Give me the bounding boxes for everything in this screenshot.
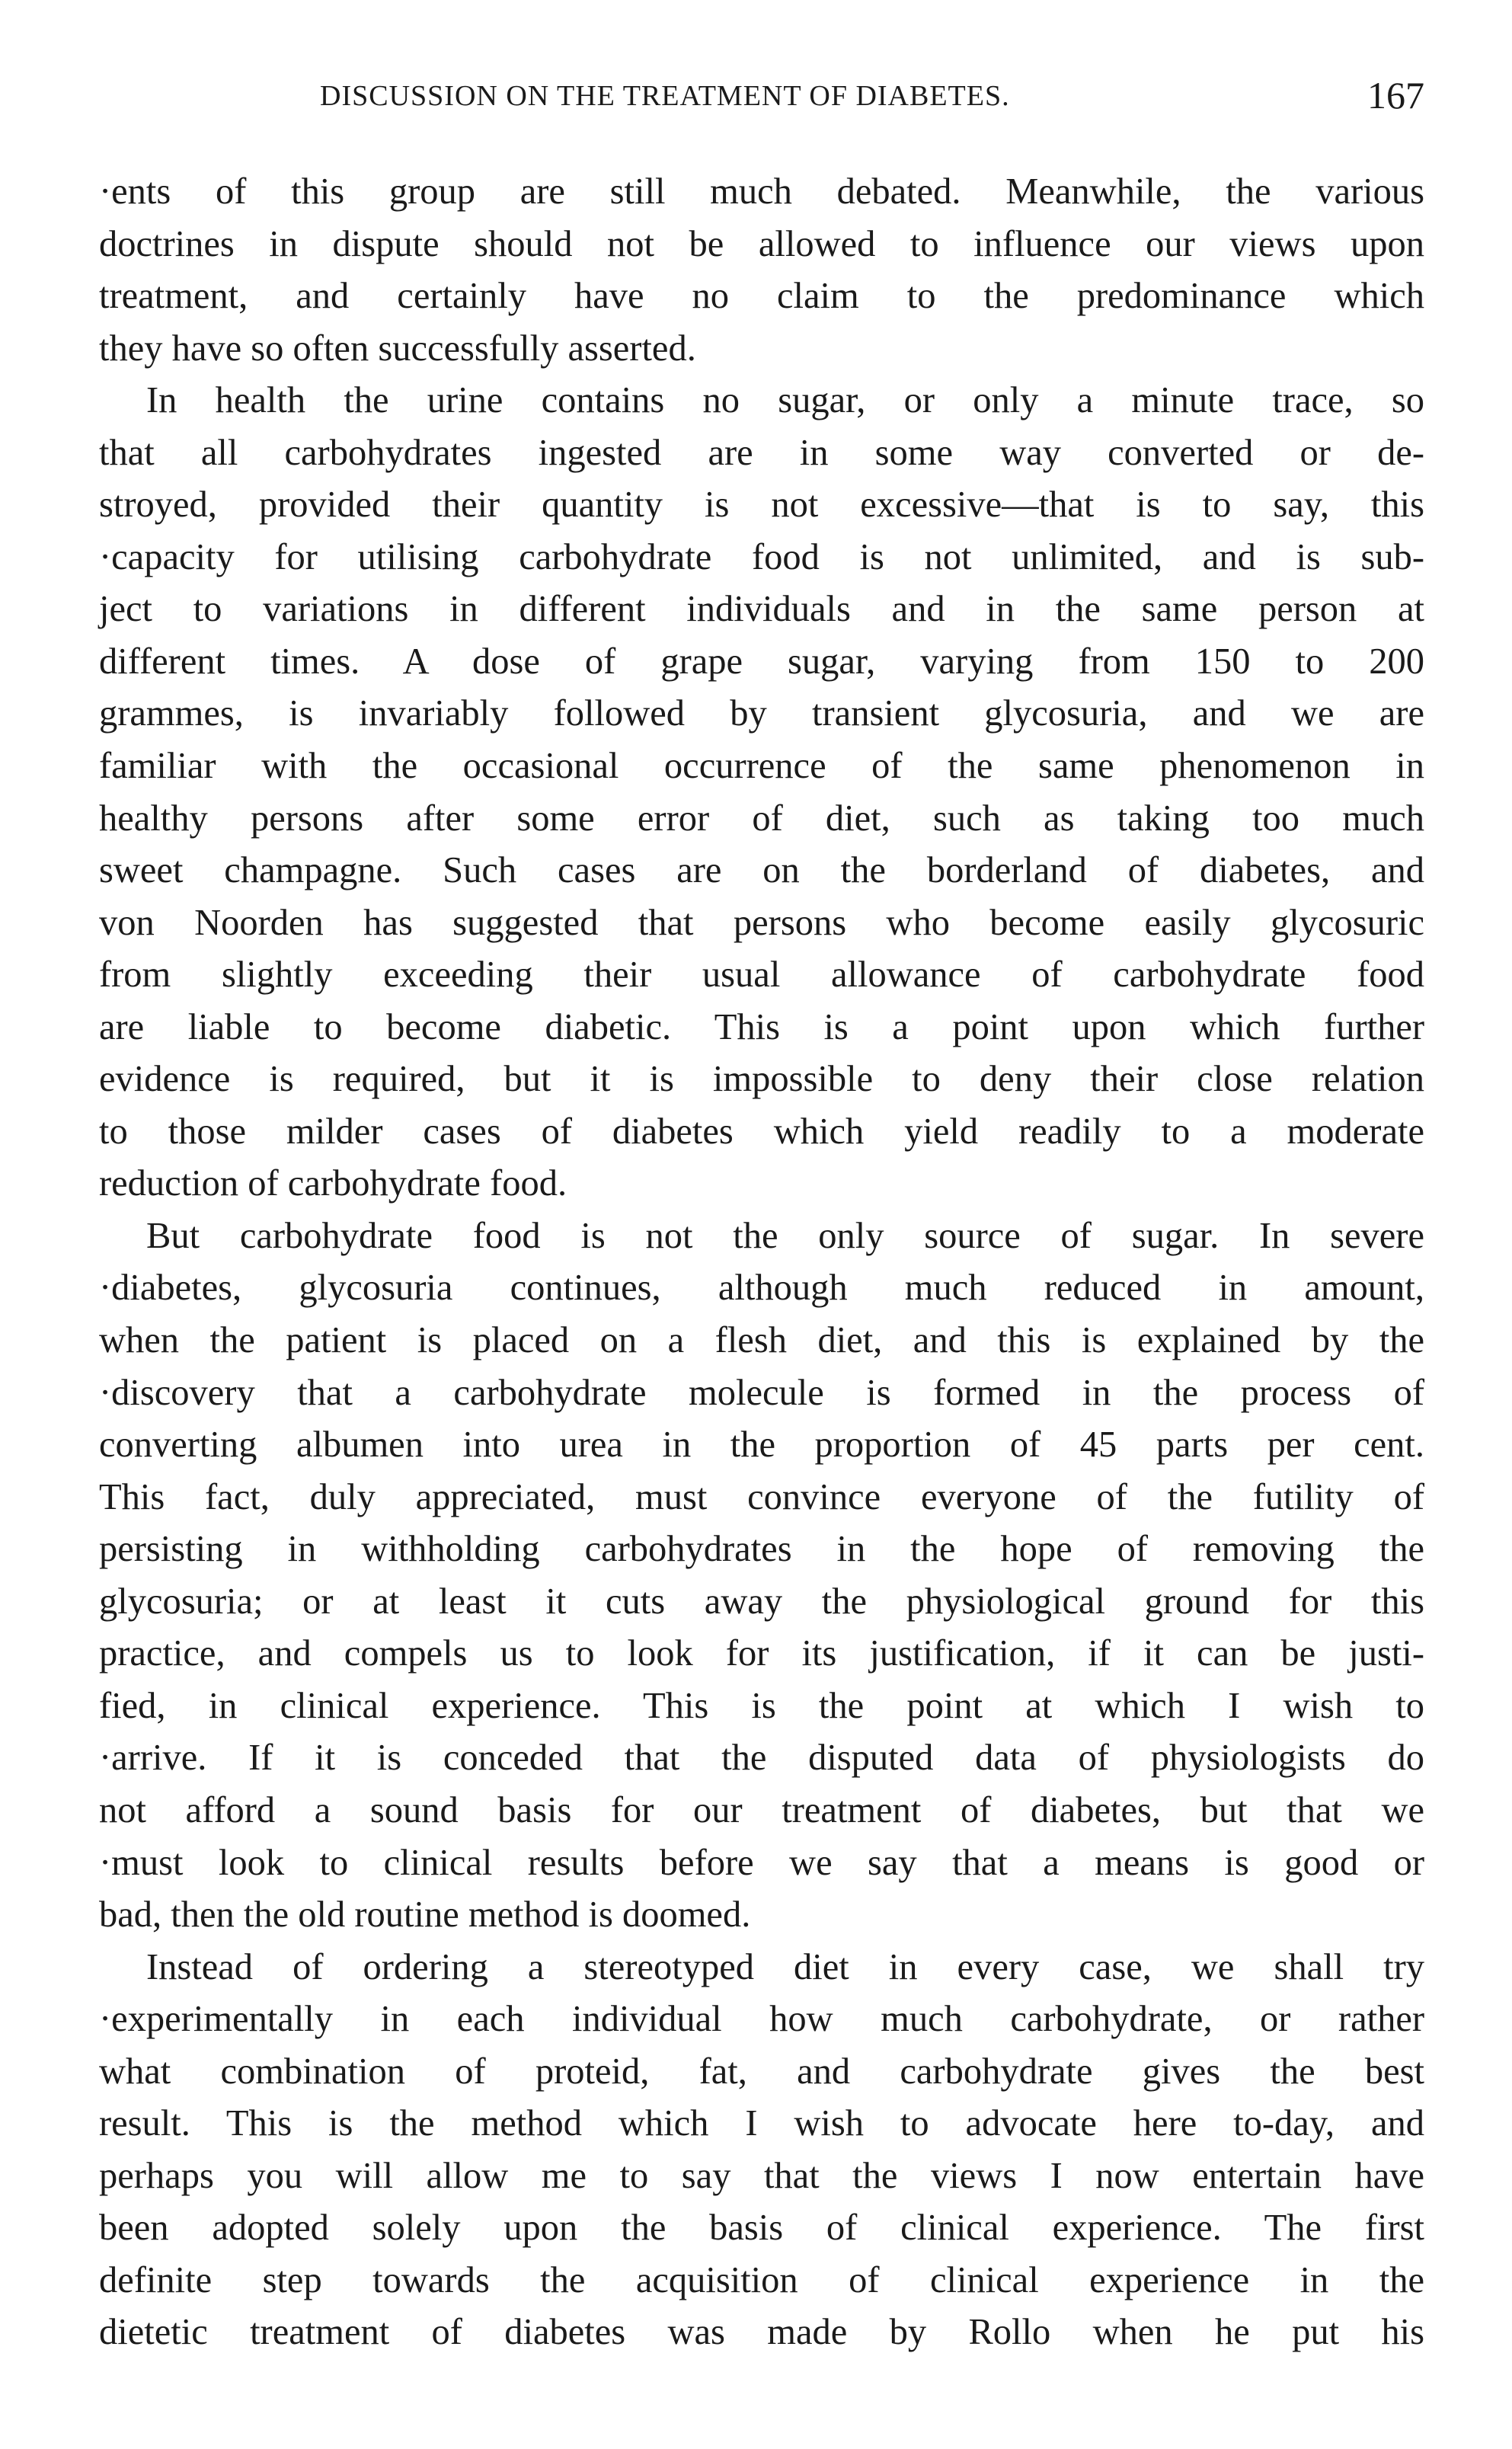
text-line: evidence is required, but it is impossible to deny their close relation: [99, 1059, 1424, 1100]
text-line: familiar with the occasional occurrence of the same phenomenon in: [99, 746, 1424, 787]
text-line: sweet champagne. Such cases are on the borderland of diabetes, and: [99, 850, 1424, 891]
text-line: ·must look to clinical results before we say that a means is good or: [99, 1842, 1424, 1883]
text-line: to those milder cases of diabetes which yield readily to a moderate: [99, 1111, 1424, 1152]
paragraph-2: [99, 375, 1424, 1210]
text-line: different times. A dose of grape sugar, varying from 150 to 200: [99, 641, 1424, 682]
text-line: treatment, and certainly have no claim to the predominance which: [99, 276, 1424, 317]
text-line: bad, then the old routine method is doomed.: [99, 1894, 751, 1936]
text-line: ·capacity for utilising carbohydrate food is not unlimited, and is sub-: [99, 536, 1424, 577]
text-line: Instead of ordering a stereotyped diet in every case, we shall try: [146, 1946, 1424, 1987]
text-line: persisting in withholding carbohydrates in the hope of removing the: [99, 1529, 1424, 1570]
text-line: been adopted solely upon the basis of clinical experience. The first: [99, 2208, 1424, 2249]
text-line: ·diabetes, glycosuria continues, although much reduced in amount,: [99, 1268, 1424, 1309]
running-title: DISCUSSION ON THE TREATMENT OF DIABETES.: [320, 80, 1010, 112]
text-line: ·discovery that a carbohydrate molecule is formed in the process of: [99, 1372, 1424, 1413]
text-line: dietetic treatment of diabetes was made by Rollo when he put his: [99, 2312, 1424, 2353]
text-line: perhaps you will allow me to say that the views I now entertain have: [99, 2155, 1424, 2196]
text-line: that all carbohydrates ingested are in some way converted or de-: [99, 432, 1424, 473]
paragraph-1: [99, 166, 1424, 375]
text-line: practice, and compels us to look for its justification, if it can be justi-: [99, 1633, 1424, 1674]
paragraph-4: [99, 1942, 1424, 2359]
text-line: stroyed, provided their quantity is not excessive—that is to say, this: [99, 484, 1424, 526]
text-line: von Noorden has suggested that persons who become easily glycosuric: [99, 902, 1424, 943]
text-line: not afford a sound basis for our treatment of diabetes, but that we: [99, 1789, 1424, 1830]
text-line: glycosuria; or at least it cuts away the physiological ground for this: [99, 1581, 1424, 1622]
running-head: [99, 74, 1424, 125]
text-line: grammes, is invariably followed by transient glycosuria, and we are: [99, 693, 1424, 734]
text-line: converting albumen into urea in the proportion of 45 parts per cent.: [99, 1424, 1424, 1466]
body-text: [99, 166, 1424, 2359]
text-line: ject to variations in different individuals and in the same person at: [99, 589, 1424, 630]
text-line: are liable to become diabetic. This is a point upon which further: [99, 1006, 1424, 1047]
text-line: This fact, duly appreciated, must convince everyone of the futility of: [99, 1476, 1424, 1517]
text-line: they have so often successfully asserted.: [99, 328, 696, 369]
text-line: But carbohydrate food is not the only source of sugar. In severe: [146, 1215, 1424, 1256]
text-line: result. This is the method which I wish to advocate here to-day, and: [99, 2103, 1424, 2144]
paragraph-3: [99, 1210, 1424, 1942]
text-line: what combination of proteid, fat, and carbohydrate gives the best: [99, 2051, 1424, 2092]
text-line: when the patient is placed on a flesh diet, and this is explained by the: [99, 1320, 1424, 1361]
text-line: reduction of carbohydrate food.: [99, 1163, 567, 1204]
text-line: ·arrive. If it is conceded that the disputed data of physiologists do: [99, 1738, 1424, 1779]
page-number: 167: [1367, 74, 1424, 117]
text-line: fied, in clinical experience. This is the point at which I wish to: [99, 1685, 1424, 1726]
text-line: from slightly exceeding their usual allowance of carbohydrate food: [99, 954, 1424, 996]
text-line: healthy persons after some error of diet, such as taking too much: [99, 798, 1424, 839]
text-line: definite step towards the acquisition of clinical experience in the: [99, 2259, 1424, 2300]
text-line: ·ents of this group are still much debated. Meanwhile, the various: [99, 171, 1424, 212]
text-line: In health the urine contains no sugar, or only a minute trace, so: [146, 380, 1424, 421]
text-line: doctrines in dispute should not be allowed to influence our views upon: [99, 223, 1424, 264]
text-line: ·experimentally in each individual how much carbohydrate, or rather: [99, 1999, 1424, 2040]
